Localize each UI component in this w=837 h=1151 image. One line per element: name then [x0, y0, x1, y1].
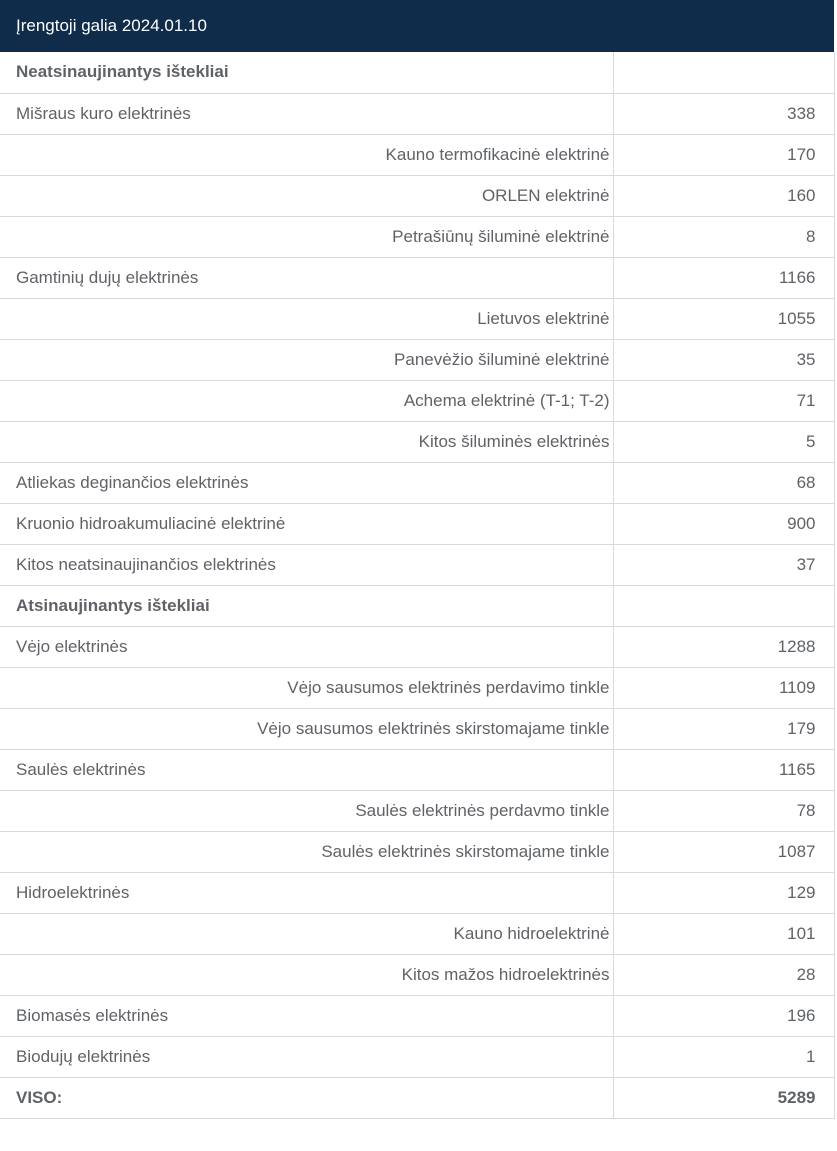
table-row	[0, 626, 834, 667]
row-label: Vėjo sausumos elektrinės perdavimo tinkle	[0, 667, 613, 708]
row-value: 160	[613, 175, 834, 216]
sub-item-row	[0, 175, 834, 216]
row-label: Saulės elektrinės perdavmo tinkle	[0, 790, 613, 831]
row-label: Kitos šiluminės elektrinės	[0, 421, 613, 462]
row-label: Atsinaujinantys ištekliai	[0, 585, 613, 626]
row-value: 8	[613, 216, 834, 257]
row-label: Achema elektrinė (T-1; T-2)	[0, 380, 613, 421]
row-value	[613, 585, 834, 626]
table-row	[0, 503, 834, 544]
panel-title: Įrengtoji galia 2024.01.10	[16, 16, 207, 35]
row-value: 1087	[613, 831, 834, 872]
row-label: Gamtinių dujų elektrinės	[0, 257, 613, 298]
panel-header	[0, 0, 834, 52]
row-label: Kruonio hidroakumuliacinė elektrinė	[0, 503, 613, 544]
row-label: Vėjo elektrinės	[0, 626, 613, 667]
row-label: Petrašiūnų šiluminė elektrinė	[0, 216, 613, 257]
row-label: Kauno termofikacinė elektrinė	[0, 134, 613, 175]
row-value: 5289	[613, 1077, 834, 1118]
row-value: 1	[613, 1036, 834, 1077]
row-value	[613, 52, 834, 93]
row-label: VISO:	[0, 1077, 613, 1118]
row-value: 37	[613, 544, 834, 585]
section-header-row	[0, 52, 834, 93]
row-label: Lietuvos elektrinė	[0, 298, 613, 339]
row-value: 900	[613, 503, 834, 544]
sub-item-row	[0, 134, 834, 175]
row-label: Panevėžio šiluminė elektrinė	[0, 339, 613, 380]
row-label: Kauno hidroelektrinė	[0, 913, 613, 954]
row-label: Neatsinaujinantys ištekliai	[0, 52, 613, 93]
table-row	[0, 1036, 834, 1077]
row-value: 129	[613, 872, 834, 913]
sub-item-row	[0, 667, 834, 708]
row-value: 5	[613, 421, 834, 462]
row-value: 1055	[613, 298, 834, 339]
capacity-table-body	[0, 52, 834, 1118]
row-value: 35	[613, 339, 834, 380]
sub-item-row	[0, 913, 834, 954]
row-value: 78	[613, 790, 834, 831]
row-label: Biodujų elektrinės	[0, 1036, 613, 1077]
table-row	[0, 93, 834, 134]
row-label: Biomasės elektrinės	[0, 995, 613, 1036]
row-value: 1166	[613, 257, 834, 298]
row-label: Vėjo sausumos elektrinės skirstomajame tinkle	[0, 708, 613, 749]
row-value: 71	[613, 380, 834, 421]
section-header-row	[0, 585, 834, 626]
sub-item-row	[0, 954, 834, 995]
sub-item-row	[0, 216, 834, 257]
row-label: Kitos neatsinaujinančios elektrinės	[0, 544, 613, 585]
table-row	[0, 872, 834, 913]
capacity-table	[0, 52, 835, 1119]
sub-item-row	[0, 790, 834, 831]
row-value: 179	[613, 708, 834, 749]
table-row	[0, 257, 834, 298]
row-label: Saulės elektrinės skirstomajame tinkle	[0, 831, 613, 872]
row-label: Kitos mažos hidroelektrinės	[0, 954, 613, 995]
row-value: 1109	[613, 667, 834, 708]
table-row	[0, 995, 834, 1036]
sub-item-row	[0, 831, 834, 872]
sub-item-row	[0, 708, 834, 749]
table-row	[0, 749, 834, 790]
table-row	[0, 462, 834, 503]
sub-item-row	[0, 380, 834, 421]
sub-item-row	[0, 339, 834, 380]
row-label: Atliekas deginančios elektrinės	[0, 462, 613, 503]
sub-item-row	[0, 421, 834, 462]
row-value: 196	[613, 995, 834, 1036]
row-value: 28	[613, 954, 834, 995]
row-value: 170	[613, 134, 834, 175]
row-label: ORLEN elektrinė	[0, 175, 613, 216]
row-value: 101	[613, 913, 834, 954]
row-value: 1165	[613, 749, 834, 790]
table-row	[0, 544, 834, 585]
row-value: 68	[613, 462, 834, 503]
row-label: Saulės elektrinės	[0, 749, 613, 790]
total-row	[0, 1077, 834, 1118]
row-label: Mišraus kuro elektrinės	[0, 93, 613, 134]
row-value: 338	[613, 93, 834, 134]
sub-item-row	[0, 298, 834, 339]
row-value: 1288	[613, 626, 834, 667]
row-label: Hidroelektrinės	[0, 872, 613, 913]
